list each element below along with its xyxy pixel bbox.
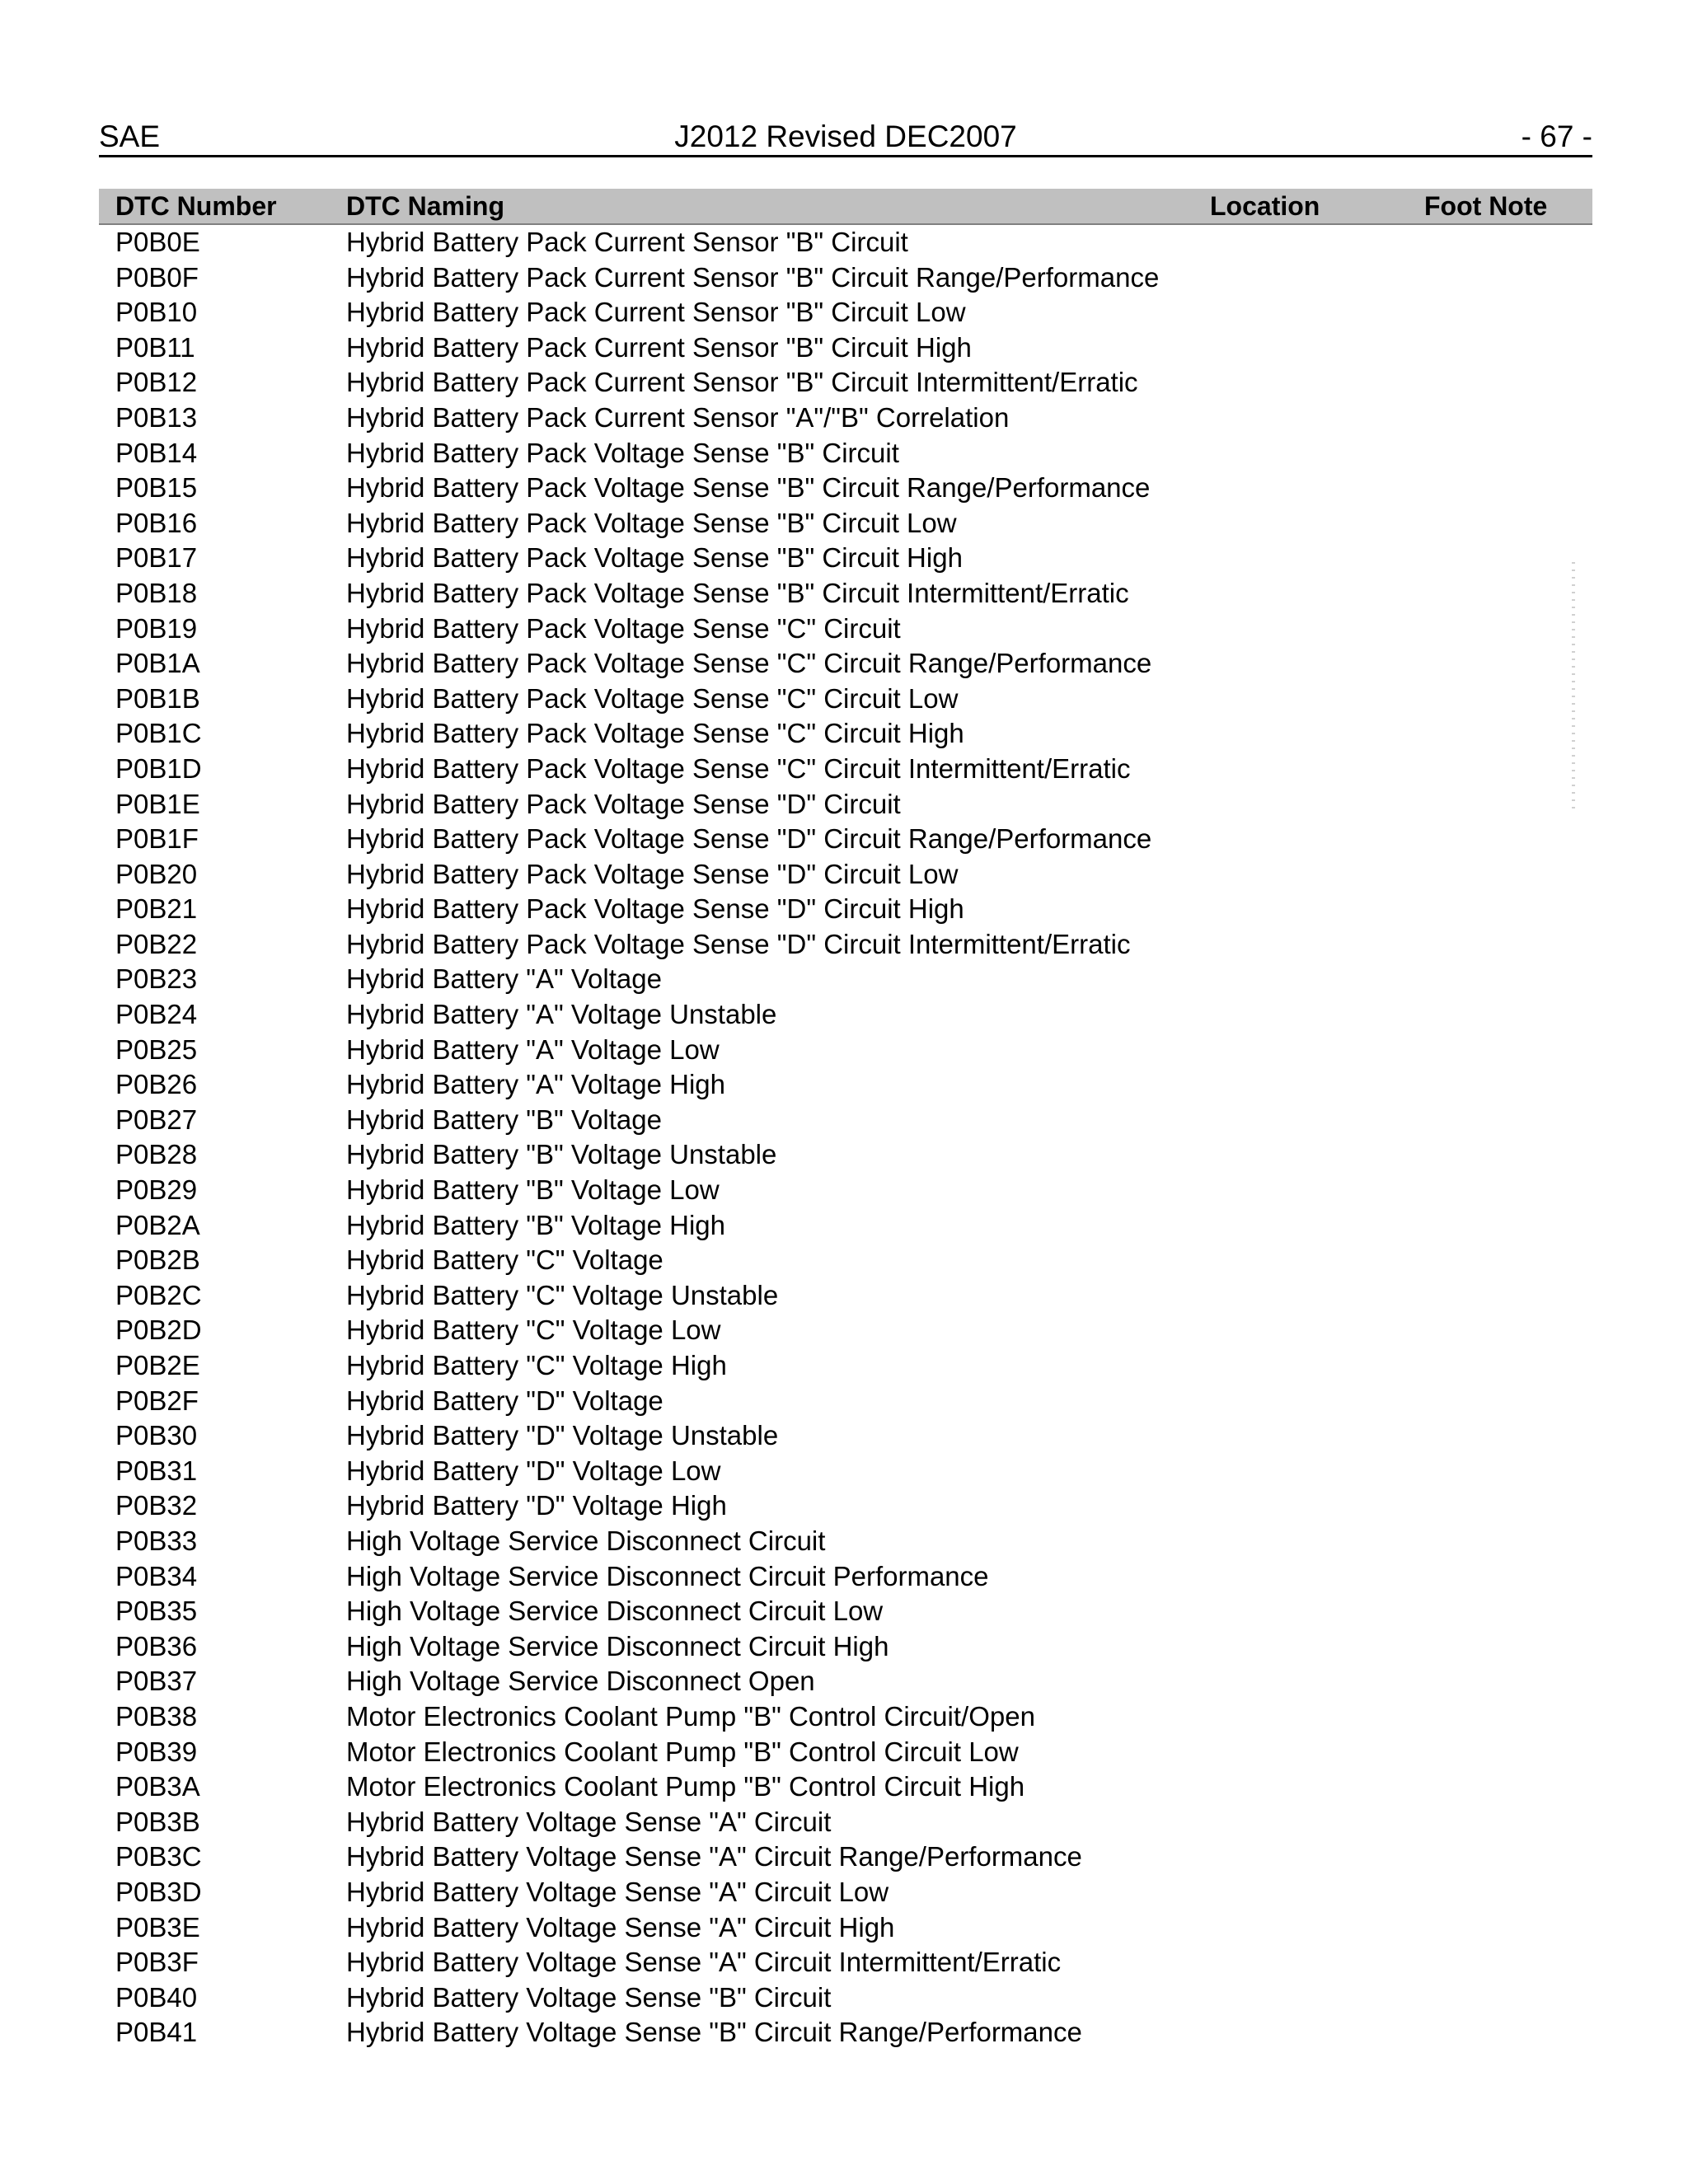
table-row (99, 471, 1592, 506)
table-row (99, 1875, 1592, 1910)
dtc-number-cell: P0B39 (115, 1736, 198, 1767)
dtc-naming-cell: Hybrid Battery Pack Voltage Sense "D" Circuit Range/Performance (346, 823, 1152, 855)
dtc-naming-cell: Hybrid Battery "A" Voltage (346, 963, 662, 995)
table-row (99, 1208, 1592, 1244)
table-row (99, 612, 1592, 647)
table-row (99, 1243, 1592, 1278)
dtc-number-cell: P0B35 (115, 1596, 198, 1627)
dtc-number-cell: P0B2F (115, 1385, 199, 1416)
table-row (99, 1735, 1592, 1770)
dtc-number-cell: P0B26 (115, 1069, 198, 1100)
dtc-number-cell: P0B33 (115, 1525, 198, 1556)
dtc-naming-cell: Hybrid Battery Pack Current Sensor "B" Circuit Range/Performance (346, 261, 1160, 293)
table-row (99, 1524, 1592, 1559)
table-row (99, 541, 1592, 576)
dtc-number-cell: P0B36 (115, 1630, 198, 1661)
dtc-number-cell: P0B34 (115, 1560, 198, 1591)
dtc-number-cell: P0B38 (115, 1700, 198, 1732)
dtc-naming-cell: Hybrid Battery Pack Current Sensor "B" Circuit Low (346, 297, 966, 328)
dtc-naming-cell: Hybrid Battery Pack Voltage Sense "D" Circuit Intermittent/Erratic (346, 928, 1131, 959)
dtc-naming-cell: Motor Electronics Coolant Pump "B" Control Circuit/Open (346, 1700, 1035, 1732)
header-document-title: J2012 Revised DEC2007 (674, 120, 1017, 153)
dtc-number-cell: P0B28 (115, 1139, 198, 1170)
table-row (99, 927, 1592, 963)
dtc-naming-cell: Hybrid Battery "B" Voltage Low (346, 1174, 720, 1206)
dtc-naming-cell: Hybrid Battery Pack Voltage Sense "B" Circuit (346, 437, 899, 468)
table-row (99, 1067, 1592, 1103)
dtc-naming-cell: Hybrid Battery "A" Voltage Low (346, 1033, 720, 1065)
dtc-number-cell: P0B37 (115, 1666, 198, 1697)
dtc-number-cell: P0B2C (115, 1279, 202, 1310)
dtc-number-cell: P0B40 (115, 1981, 198, 2013)
dtc-number-cell: P0B12 (115, 367, 198, 398)
dtc-naming-cell: Hybrid Battery Pack Voltage Sense "D" Circuit Low (346, 858, 959, 889)
dtc-number-cell: P0B1C (115, 718, 202, 749)
table-row (99, 892, 1592, 927)
dtc-naming-cell: High Voltage Service Disconnect Circuit High (346, 1630, 889, 1661)
dtc-naming-cell: Hybrid Battery Voltage Sense "A" Circuit Range/Performance (346, 1841, 1082, 1872)
table-row (99, 1278, 1592, 1314)
table-row (99, 997, 1592, 1033)
table-body (99, 225, 1592, 2050)
scan-artifact-marks (1572, 562, 1575, 809)
dtc-number-cell: P0B3A (115, 1771, 200, 1802)
dtc-number-cell: P0B2A (115, 1209, 200, 1240)
table-row (99, 716, 1592, 752)
table-row (99, 506, 1592, 541)
dtc-naming-cell: Hybrid Battery "A" Voltage High (346, 1069, 725, 1100)
dtc-number-cell: P0B0E (115, 227, 200, 257)
dtc-naming-cell: Hybrid Battery Voltage Sense "B" Circuit (346, 1981, 832, 2013)
column-header-location: Location (1210, 191, 1320, 221)
table-row (99, 1699, 1592, 1735)
table-row (99, 2015, 1592, 2050)
dtc-naming-cell: Hybrid Battery Pack Current Sensor "B" Circuit (346, 227, 908, 257)
dtc-naming-cell: Hybrid Battery Voltage Sense "A" Circuit Low (346, 1876, 889, 1907)
dtc-number-cell: P0B18 (115, 577, 198, 608)
column-header-dtc-number: DTC Number (115, 191, 277, 221)
dtc-naming-cell: Hybrid Battery "B" Voltage Unstable (346, 1139, 777, 1170)
dtc-number-cell: P0B16 (115, 507, 198, 538)
dtc-naming-cell: Hybrid Battery Voltage Sense "A" Circuit (346, 1806, 832, 1837)
table-row (99, 1384, 1592, 1419)
dtc-number-cell: P0B1A (115, 648, 200, 679)
dtc-number-cell: P0B14 (115, 437, 198, 468)
table-row (99, 1454, 1592, 1489)
table-row (99, 1559, 1592, 1595)
table-row (99, 436, 1592, 471)
table-row (99, 576, 1592, 612)
dtc-number-cell: P0B31 (115, 1455, 198, 1486)
dtc-number-cell: P0B41 (115, 2017, 198, 2048)
dtc-naming-cell: Hybrid Battery "B" Voltage (346, 1104, 662, 1135)
table-row (99, 1910, 1592, 1946)
table-row (99, 787, 1592, 823)
table-header-row (99, 189, 1592, 225)
dtc-naming-cell: Hybrid Battery "C" Voltage Unstable (346, 1279, 779, 1310)
dtc-number-cell: P0B13 (115, 401, 198, 433)
dtc-number-cell: P0B21 (115, 893, 198, 925)
table-row (99, 1173, 1592, 1208)
table-row (99, 401, 1592, 436)
dtc-number-cell: P0B23 (115, 963, 198, 995)
table-row (99, 1840, 1592, 1875)
dtc-naming-cell: High Voltage Service Disconnect Open (346, 1666, 815, 1697)
dtc-naming-cell: Hybrid Battery Pack Voltage Sense "C" Circuit Intermittent/Erratic (346, 752, 1131, 784)
table-row (99, 225, 1592, 260)
dtc-naming-cell: Hybrid Battery Pack Voltage Sense "D" Circuit (346, 788, 901, 819)
dtc-naming-cell: Hybrid Battery Pack Voltage Sense "C" Circuit Range/Performance (346, 648, 1152, 679)
column-header-foot-note: Foot Note (1424, 191, 1548, 221)
dtc-number-cell: P0B20 (115, 858, 198, 889)
dtc-naming-cell: Hybrid Battery Pack Current Sensor "A"/"B" Correlation (346, 401, 1010, 433)
dtc-naming-cell: Hybrid Battery "D" Voltage Unstable (346, 1420, 779, 1451)
dtc-naming-cell: Hybrid Battery "C" Voltage Low (346, 1315, 721, 1346)
dtc-naming-cell: Hybrid Battery Pack Voltage Sense "C" Circuit Low (346, 682, 959, 714)
table-row (99, 1629, 1592, 1665)
dtc-naming-cell: High Voltage Service Disconnect Circuit (346, 1525, 826, 1556)
table-row (99, 1945, 1592, 1980)
dtc-number-cell: P0B17 (115, 542, 198, 574)
dtc-naming-cell: Hybrid Battery Pack Current Sensor "B" Circuit High (346, 331, 972, 363)
page-header (99, 119, 1592, 157)
dtc-number-cell: P0B30 (115, 1420, 198, 1451)
table-row (99, 1769, 1592, 1805)
dtc-number-cell: P0B27 (115, 1104, 198, 1135)
dtc-naming-cell: Hybrid Battery Pack Voltage Sense "D" Circuit High (346, 893, 964, 925)
dtc-naming-cell: Hybrid Battery "D" Voltage High (346, 1490, 727, 1521)
dtc-naming-cell: Hybrid Battery Voltage Sense "B" Circuit Range/Performance (346, 2017, 1082, 2048)
dtc-number-cell: P0B1E (115, 788, 200, 819)
table-row (99, 857, 1592, 893)
dtc-naming-cell: High Voltage Service Disconnect Circuit Low (346, 1596, 884, 1627)
table-row (99, 752, 1592, 787)
column-header-dtc-naming: DTC Naming (346, 191, 504, 221)
dtc-number-cell: P0B22 (115, 928, 198, 959)
dtc-naming-cell: Hybrid Battery Pack Voltage Sense "B" Circuit Low (346, 507, 957, 538)
dtc-number-cell: P0B11 (115, 331, 195, 363)
table-row (99, 1664, 1592, 1699)
table-row (99, 365, 1592, 401)
dtc-number-cell: P0B24 (115, 999, 198, 1030)
dtc-number-cell: P0B2D (115, 1315, 202, 1346)
dtc-naming-cell: Hybrid Battery "D" Voltage Low (346, 1455, 721, 1486)
dtc-naming-cell: Hybrid Battery Pack Voltage Sense "B" Circuit High (346, 542, 963, 574)
table-row (99, 1137, 1592, 1173)
table-row (99, 1488, 1592, 1524)
dtc-number-cell: P0B3E (115, 1911, 200, 1943)
dtc-number-cell: P0B1B (115, 682, 200, 714)
dtc-number-cell: P0B32 (115, 1490, 198, 1521)
table-row (99, 330, 1592, 366)
dtc-naming-cell: Hybrid Battery Pack Voltage Sense "B" Circuit Intermittent/Erratic (346, 577, 1129, 608)
dtc-number-cell: P0B10 (115, 297, 198, 328)
dtc-number-cell: P0B29 (115, 1174, 198, 1206)
dtc-number-cell: P0B3F (115, 1947, 199, 1978)
dtc-naming-cell: Hybrid Battery "D" Voltage (346, 1385, 663, 1416)
dtc-number-cell: P0B3C (115, 1841, 202, 1872)
dtc-number-cell: P0B3D (115, 1876, 202, 1907)
dtc-number-cell: P0B0F (115, 261, 199, 293)
table-row (99, 1418, 1592, 1454)
dtc-number-cell: P0B15 (115, 472, 198, 504)
table-row (99, 1348, 1592, 1384)
dtc-naming-cell: Hybrid Battery Pack Voltage Sense "C" Circuit (346, 612, 901, 644)
dtc-table (99, 189, 1592, 2050)
dtc-naming-cell: Motor Electronics Coolant Pump "B" Control Circuit Low (346, 1736, 1019, 1767)
table-row (99, 1805, 1592, 1840)
dtc-naming-cell: Hybrid Battery Pack Voltage Sense "C" Circuit High (346, 718, 964, 749)
table-row (99, 1594, 1592, 1629)
dtc-number-cell: P0B1D (115, 752, 202, 784)
dtc-naming-cell: Hybrid Battery "A" Voltage Unstable (346, 999, 777, 1030)
table-row (99, 646, 1592, 682)
header-page-number: - 67 - (1521, 120, 1592, 153)
dtc-naming-cell: Hybrid Battery "C" Voltage (346, 1244, 663, 1276)
table-row (99, 260, 1592, 296)
table-row (99, 962, 1592, 997)
table-row (99, 1980, 1592, 2016)
dtc-number-cell: P0B25 (115, 1033, 198, 1065)
table-row (99, 1313, 1592, 1348)
dtc-number-cell: P0B2E (115, 1350, 200, 1380)
table-row (99, 822, 1592, 857)
dtc-naming-cell: Hybrid Battery "B" Voltage High (346, 1209, 725, 1240)
dtc-number-cell: P0B1F (115, 823, 199, 855)
dtc-naming-cell: Motor Electronics Coolant Pump "B" Control Circuit High (346, 1771, 1025, 1802)
dtc-naming-cell: Hybrid Battery Pack Current Sensor "B" Circuit Intermittent/Erratic (346, 367, 1138, 398)
table-row (99, 1033, 1592, 1068)
dtc-naming-cell: High Voltage Service Disconnect Circuit Performance (346, 1560, 989, 1591)
table-row (99, 682, 1592, 717)
dtc-naming-cell: Hybrid Battery Pack Voltage Sense "B" Circuit Range/Performance (346, 472, 1151, 504)
table-row (99, 1103, 1592, 1138)
dtc-naming-cell: Hybrid Battery Voltage Sense "A" Circuit Intermittent/Erratic (346, 1947, 1062, 1978)
dtc-number-cell: P0B2B (115, 1244, 200, 1276)
dtc-naming-cell: Hybrid Battery "C" Voltage High (346, 1350, 727, 1380)
dtc-naming-cell: Hybrid Battery Voltage Sense "A" Circuit High (346, 1911, 895, 1943)
dtc-number-cell: P0B3B (115, 1806, 200, 1837)
table-row (99, 295, 1592, 330)
header-org: SAE (99, 120, 161, 153)
dtc-number-cell: P0B19 (115, 612, 198, 644)
